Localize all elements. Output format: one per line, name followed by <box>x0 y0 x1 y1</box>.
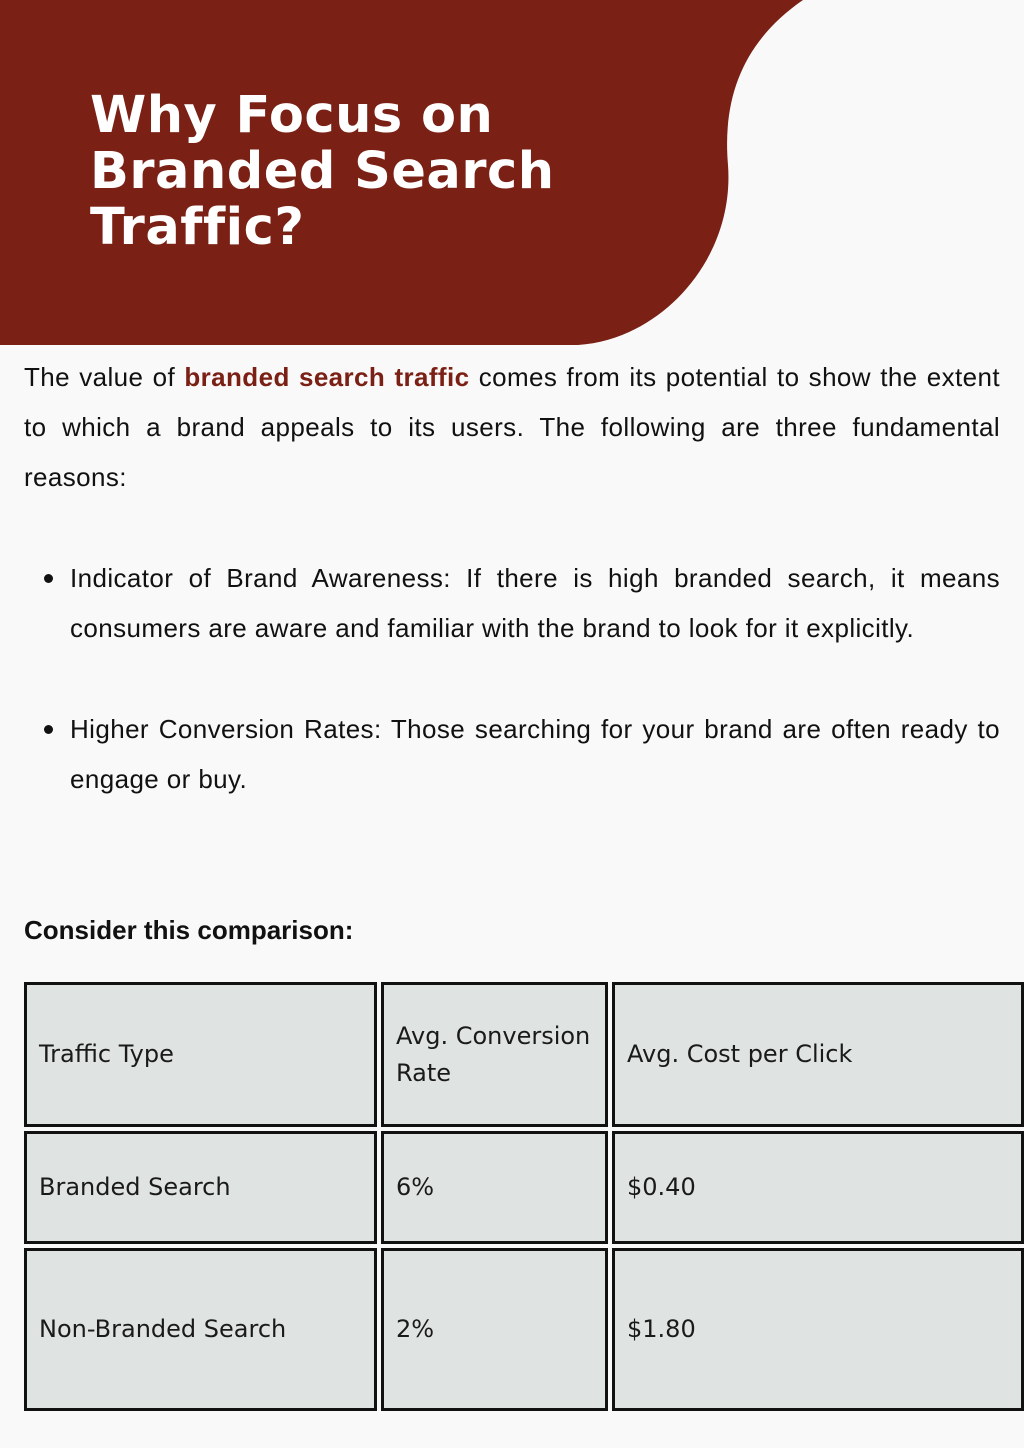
title-line: Branded Search <box>90 142 555 201</box>
table-row <box>24 1248 1024 1411</box>
table-cell: 6% <box>381 1131 608 1244</box>
title-line: Traffic? <box>90 198 305 257</box>
intro-text: The value of <box>24 362 185 392</box>
table-header-row <box>24 982 1024 1127</box>
comparison-table <box>24 982 1024 1415</box>
column-header: Avg. Conversion Rate <box>381 982 608 1127</box>
bullet-icon <box>44 574 53 583</box>
comparison-heading: Consider this comparison: <box>24 915 354 945</box>
reason-text: Higher Conversion Rates: Those searching for your brand are often ready to engage or buy. <box>70 714 1000 794</box>
page-title <box>90 88 650 256</box>
table-cell: Branded Search <box>24 1131 377 1244</box>
intro-text: comes from its potential to show the extent to which a brand appeals to its users. The following are three fundamental reasons: <box>24 362 1001 492</box>
table-row <box>24 1131 1024 1244</box>
reasons-list <box>24 553 1000 855</box>
column-header: Avg. Cost per Click <box>612 982 1024 1127</box>
table-cell: 2% <box>381 1248 608 1411</box>
title-line: Why Focus on <box>90 86 494 145</box>
table-cell: $1.80 <box>612 1248 1024 1411</box>
table-cell: Non-Branded Search <box>24 1248 377 1411</box>
intro-highlight: branded search traffic <box>184 362 470 392</box>
list-item <box>24 704 1000 804</box>
bullet-icon <box>44 725 53 734</box>
table-cell: $0.40 <box>612 1131 1024 1244</box>
list-item <box>24 553 1000 653</box>
column-header: Traffic Type <box>24 982 377 1127</box>
intro-paragraph <box>24 352 1000 502</box>
reason-text: Indicator of Brand Awareness: If there is high branded search, it means consumers are aware and familiar with the brand to look for it explicitly. <box>70 563 1000 643</box>
